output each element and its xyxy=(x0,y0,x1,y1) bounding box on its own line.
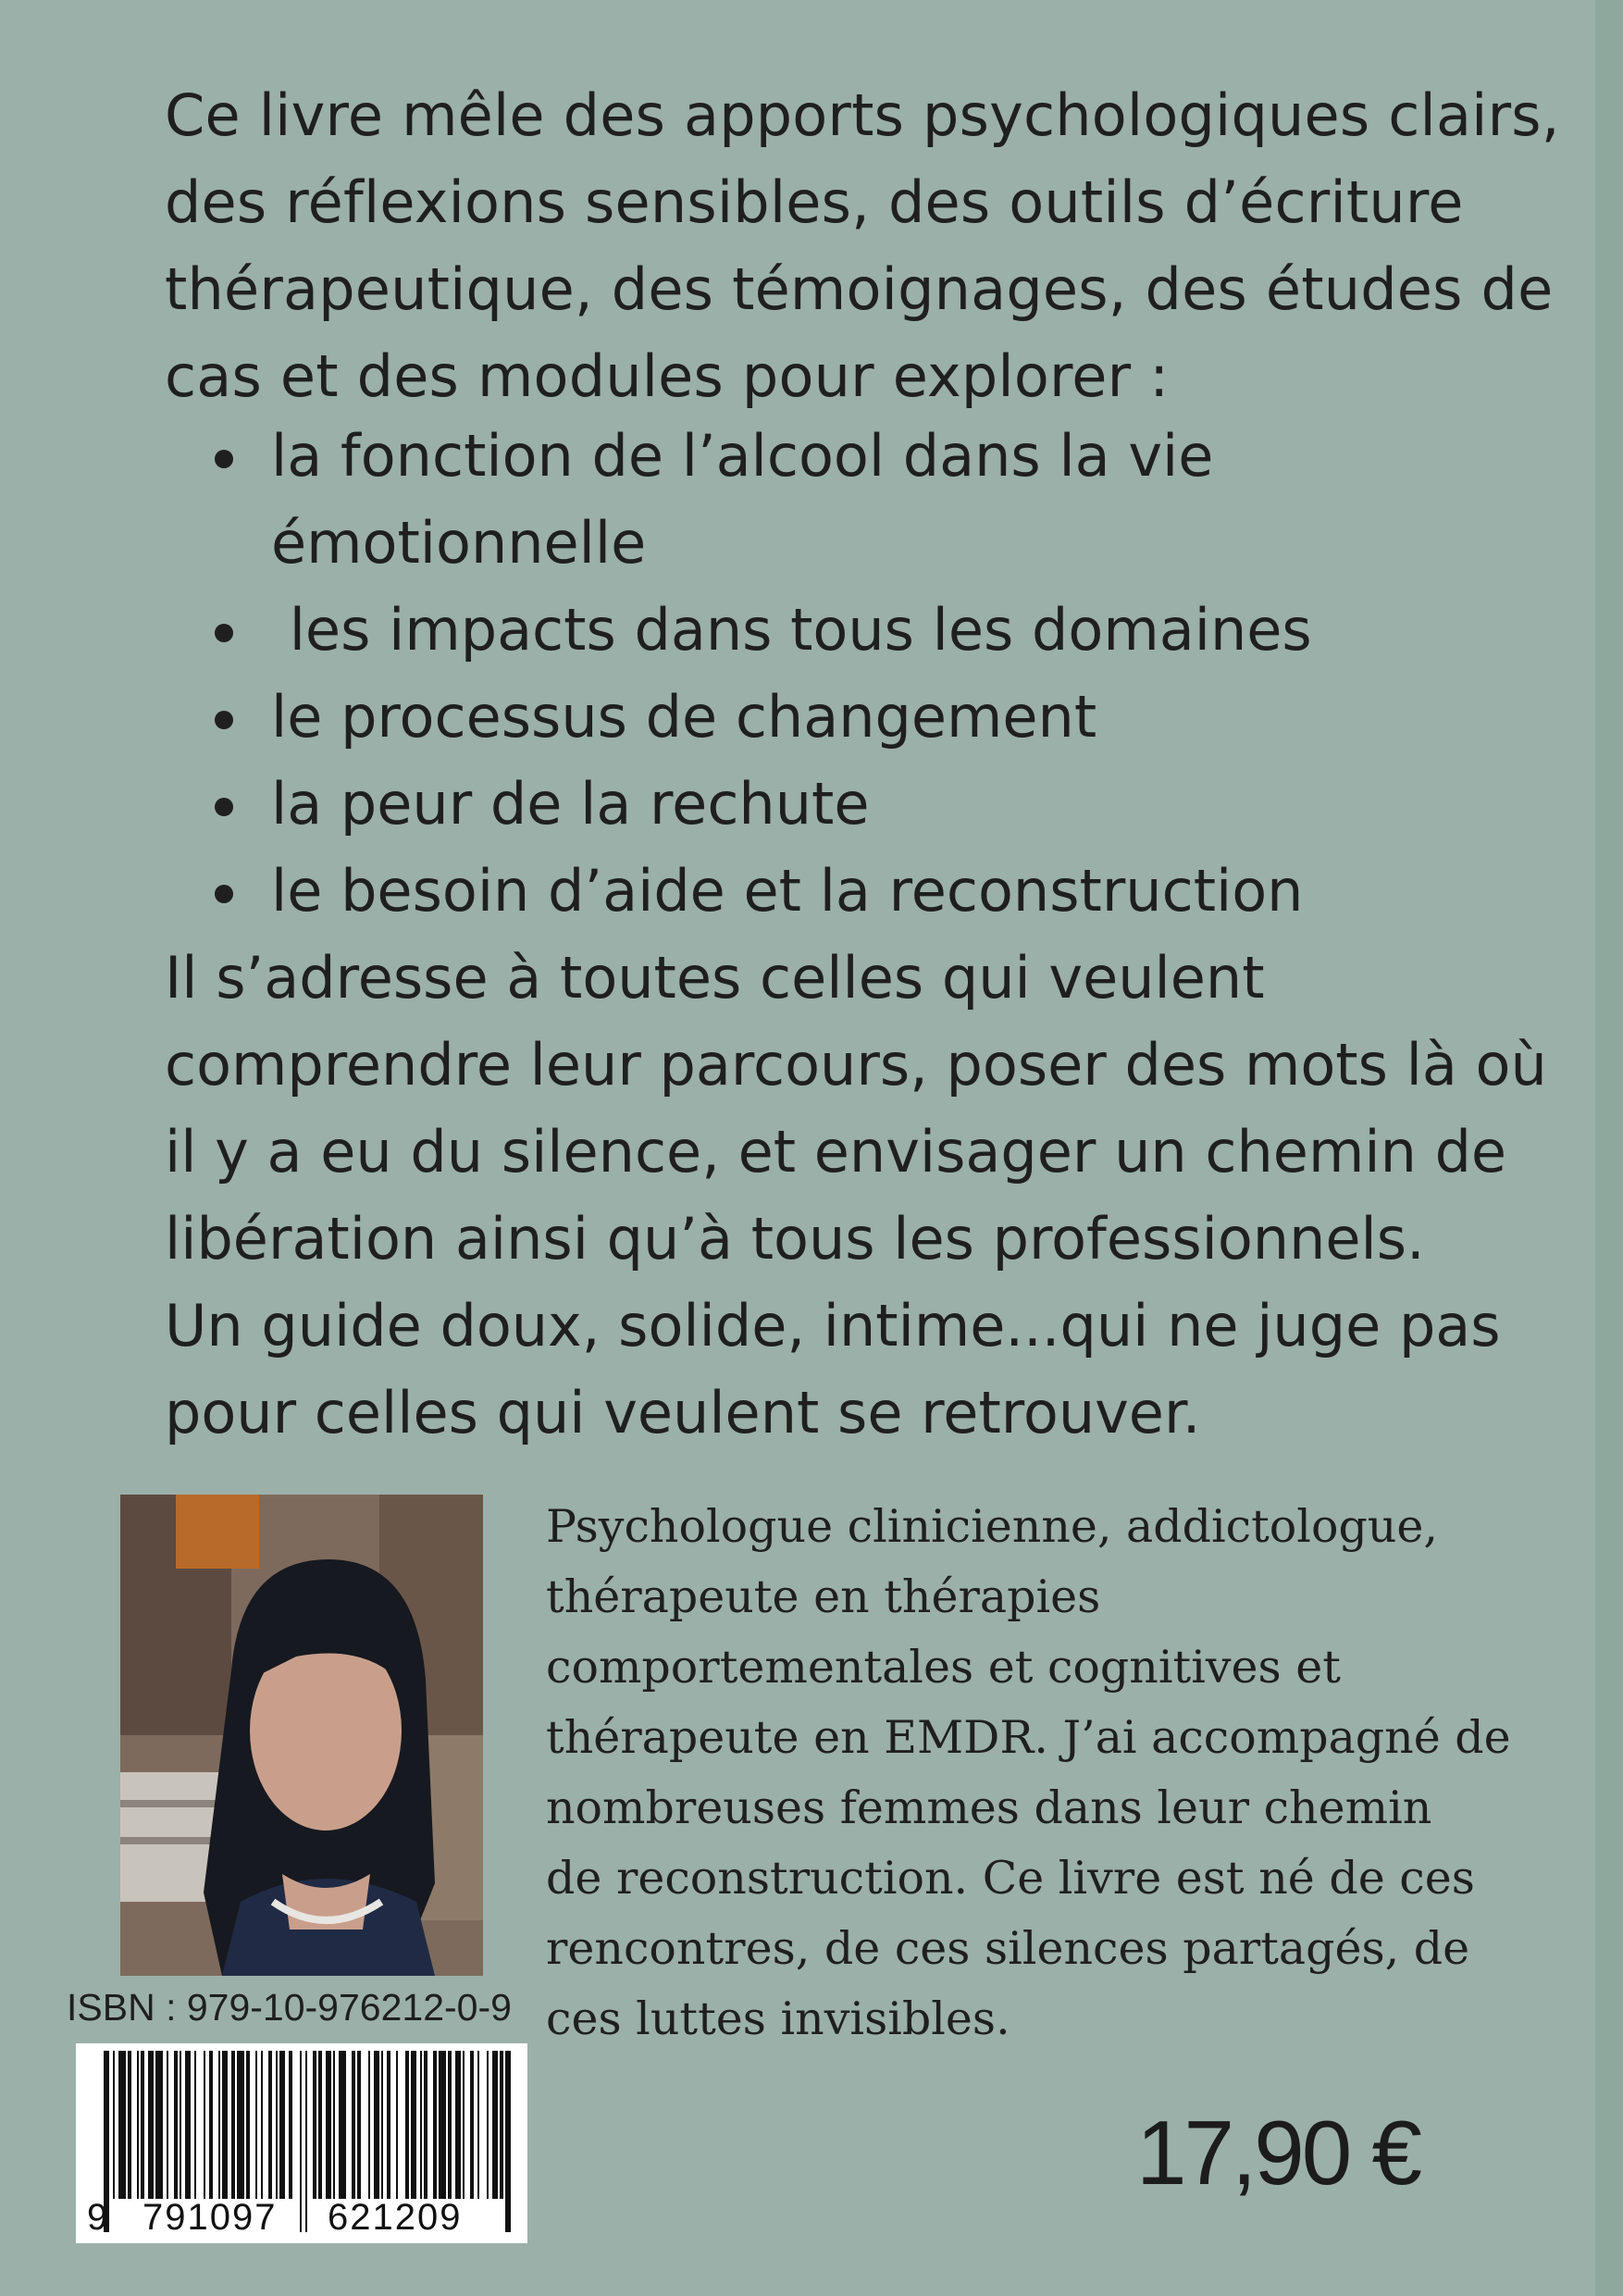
barcode-bar xyxy=(439,2051,446,2199)
author-photo xyxy=(120,1495,483,1976)
barcode-bar xyxy=(405,2051,409,2199)
bullet-icon xyxy=(215,624,233,642)
list-item xyxy=(165,587,1553,674)
barcode-bar xyxy=(279,2051,285,2199)
barcode-bar xyxy=(470,2051,474,2199)
barcode-bar xyxy=(448,2051,452,2199)
barcode-bar xyxy=(174,2051,178,2199)
topics-list xyxy=(165,413,1553,935)
barcode-bar xyxy=(396,2051,398,2199)
barcode-bar xyxy=(261,2051,263,2199)
price: 17,90 € xyxy=(1136,2102,1419,2203)
barcode-bar xyxy=(167,2051,168,2199)
barcode-bar xyxy=(141,2051,144,2199)
bullet-icon xyxy=(215,450,233,468)
barcode-bar xyxy=(352,2051,355,2199)
barcode-bar xyxy=(118,2051,126,2199)
barcode-bar xyxy=(455,2051,461,2199)
barcode-bar xyxy=(194,2051,196,2199)
barcode-bar xyxy=(424,2051,427,2199)
barcode-bar xyxy=(231,2051,235,2199)
author-bio: Psychologue clinicienne, addictologue, thérapeute en thérapies comportementales et cognitives et thérapeute en EMDR. J’ai accompagné de nombreuses femmes dans leur chemin de reconstruction. Ce livre est né de ces rencontres, de ces silences partagés, de ces luttes invisibles. xyxy=(546,1500,1511,2045)
barcode-bar xyxy=(463,2051,465,2199)
barcode-bar xyxy=(237,2051,244,2199)
barcode-bar xyxy=(268,2051,272,2199)
barcode-bar xyxy=(374,2051,379,2199)
barcode-bar xyxy=(276,2051,278,2199)
isbn-barcode xyxy=(76,2043,527,2243)
barcode-bar xyxy=(381,2051,383,2199)
audience-text: Il s’adresse à toutes celles qui veulent comprendre leur parcours, poser des mots là où il y a eu du silence, et envisager un chemin de libération ainsi qu’à tous les professionnels. xyxy=(165,944,1547,1272)
barcode-bar xyxy=(113,2051,115,2199)
list-item xyxy=(165,848,1553,935)
barcode-bar xyxy=(246,2051,250,2199)
barcode-bar xyxy=(492,2051,498,2199)
barcode-bar xyxy=(326,2051,331,2199)
barcode-bar xyxy=(477,2051,479,2199)
barcode-bar xyxy=(155,2051,163,2199)
barcode-bar xyxy=(255,2051,257,2199)
bullet-icon xyxy=(215,885,233,903)
barcode-bar xyxy=(339,2051,346,2199)
barcode-digit-prefix: 9 xyxy=(87,2197,108,2238)
audience-paragraph xyxy=(165,935,1571,1457)
barcode-bar xyxy=(333,2051,335,2199)
barcode-bar xyxy=(180,2051,181,2199)
spine-edge xyxy=(1595,0,1623,2296)
list-item-text: le besoin d’aide et la reconstruction xyxy=(271,857,1304,925)
barcode-bar xyxy=(318,2051,322,2199)
barcode-digit-left: 791097 xyxy=(142,2197,278,2238)
list-item xyxy=(165,413,1553,587)
barcode-bar xyxy=(433,2051,437,2199)
isbn-label: ISBN : 979-10-976212-0-9 xyxy=(67,1986,512,2029)
barcode-bar xyxy=(289,2051,292,2199)
barcode-bar xyxy=(420,2051,422,2199)
bullet-icon xyxy=(215,798,233,816)
barcode-bar xyxy=(487,2051,489,2199)
closing-text: Un guide doux, solide, intime...qui ne juge pas pour celles qui veulent se retrouver. xyxy=(165,1292,1501,1446)
barcode-bar xyxy=(204,2051,205,2199)
barcode-bar xyxy=(500,2051,503,2199)
list-item-text: la peur de la rechute xyxy=(271,770,870,838)
barcode-bar xyxy=(137,2051,139,2199)
intro-paragraph: Ce livre mêle des apports psychologiques clairs, des réflexions sensibles, des outils d’écriture thérapeutique, des témoignages, des études de cas et des modules pour explorer : xyxy=(165,81,1560,410)
bullet-icon xyxy=(215,711,233,729)
barcode-digit-right: 621209 xyxy=(328,2197,463,2238)
list-item xyxy=(165,674,1553,761)
barcode-bar xyxy=(209,2051,213,2199)
barcode-digits xyxy=(76,2197,527,2238)
barcode-bar xyxy=(368,2051,370,2199)
list-item xyxy=(165,761,1553,848)
list-item-text: la fonction de l’alcool dans la vie émotionnelle xyxy=(271,422,1214,577)
barcode-bar xyxy=(313,2051,316,2199)
list-item-text: le processus de changement xyxy=(271,683,1097,751)
barcode-bar xyxy=(357,2051,361,2199)
barcode-bar xyxy=(218,2051,220,2199)
barcode-bar xyxy=(411,2051,416,2199)
barcode-bar xyxy=(128,2051,131,2199)
barcode-bar xyxy=(148,2051,154,2199)
barcode-bar xyxy=(222,2051,228,2199)
list-item-text: les impacts dans tous les domaines xyxy=(271,596,1312,664)
barcode-bar xyxy=(185,2051,191,2199)
barcode-bar xyxy=(387,2051,390,2199)
